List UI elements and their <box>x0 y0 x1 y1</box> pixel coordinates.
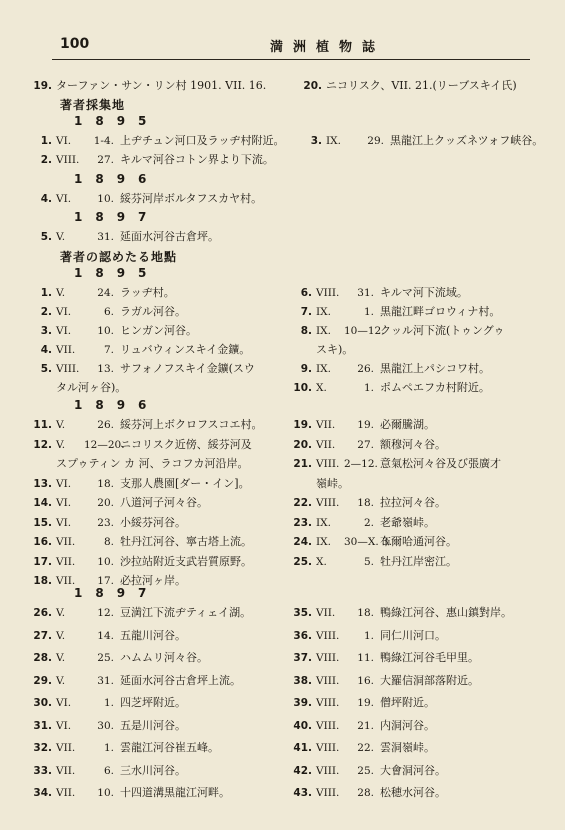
list-item <box>290 785 446 801</box>
list-item <box>30 495 208 511</box>
entry-number: 8. <box>300 325 312 337</box>
list-item <box>30 133 284 149</box>
list-item <box>30 605 251 621</box>
entry-place: 黒龍江畔ゴロウィナ村。 <box>380 305 501 318</box>
entry-day: 27. <box>357 438 374 451</box>
entry-day: 19. <box>357 419 374 431</box>
entry-month: V. <box>56 231 66 243</box>
year-heading: 1897 <box>74 586 160 600</box>
entry-place: 布爾哈通河谷。 <box>380 535 457 548</box>
entry-day: 27. <box>97 154 114 166</box>
entry-month: VII. <box>56 787 76 799</box>
entry-month: VIII. <box>316 497 340 509</box>
list-item <box>30 650 208 666</box>
entry-19-top <box>30 78 266 94</box>
entry-month: VII. <box>56 764 76 777</box>
entry-month: V. <box>56 419 66 431</box>
entry-day: 25. <box>357 764 374 777</box>
list-item <box>30 718 186 734</box>
entry-place: 支那人農園[ダー・イン]。 <box>120 476 250 490</box>
entry-day: 18. <box>357 497 374 509</box>
year-heading: 1895 <box>74 114 160 128</box>
entry-number: 11. <box>33 419 52 431</box>
entry-number: 9. <box>300 363 312 375</box>
entry-day: 19. <box>357 697 374 709</box>
entry-month: IX. <box>326 135 341 147</box>
entry-day: 6. <box>103 764 114 777</box>
entry-number: 41. <box>293 742 312 754</box>
list-item <box>30 515 186 531</box>
list-item <box>290 323 504 339</box>
entry-day: 26. <box>97 419 114 431</box>
entry-month: IX. <box>316 325 331 337</box>
entry-month: VII. <box>56 575 76 587</box>
entry-place: ポムペエフカ村附近。 <box>380 381 490 394</box>
entry-place: スプゥティン カ 河、ラコフカ河沿岸。 <box>56 457 249 470</box>
entry-day: 2—12. <box>344 458 378 470</box>
entry-day: 18. <box>357 607 374 619</box>
entry-month: IX. <box>316 536 331 548</box>
entry-month: VIII. <box>316 742 340 754</box>
entry-number: 26. <box>33 607 52 619</box>
entry-day: 1. <box>363 382 374 394</box>
entry-place: 綏芬河上ボクロフスコエ村。 <box>120 418 263 431</box>
entry-number: 4. <box>40 193 52 205</box>
list-item <box>290 495 446 511</box>
list-item <box>290 417 435 433</box>
list-item <box>290 628 446 644</box>
list-item <box>30 417 263 433</box>
list-item <box>30 785 230 801</box>
entry-day: 21. <box>357 719 374 732</box>
entry-place: 十四道溝黒龍江河畔。 <box>120 786 230 799</box>
entry-month: V. <box>56 607 66 619</box>
entry-month: VIII. <box>316 787 340 799</box>
entry-place: 意氣松河々谷及び張廣才 <box>380 457 501 470</box>
entry-number: 16. <box>33 536 52 548</box>
entry-month: VII. <box>316 438 336 451</box>
entry-20-top <box>300 78 517 94</box>
list-item <box>290 437 446 453</box>
entry-number: 3. <box>310 135 322 147</box>
entry-number: 39. <box>293 697 312 709</box>
list-item <box>290 718 435 734</box>
list-item <box>290 695 435 711</box>
list-item <box>290 763 446 779</box>
entry-place: 额穆河々谷。 <box>380 437 446 451</box>
entry-month: VIII. <box>316 719 340 732</box>
list-item <box>290 534 457 550</box>
entry-number: 7. <box>300 306 312 318</box>
entry-place: ラッヂ村。 <box>120 286 175 299</box>
entry-month: VII. <box>316 607 336 619</box>
list-item <box>30 285 175 301</box>
list-item <box>290 650 479 666</box>
entry-day: 10. <box>97 787 114 799</box>
entry-place: 同仁川河口。 <box>380 628 446 642</box>
list-item <box>290 554 457 570</box>
year-heading: 1896 <box>74 172 160 186</box>
list-item <box>290 304 500 320</box>
entry-day: 26. <box>357 363 374 375</box>
entry-number: 18. <box>33 575 52 587</box>
list-item <box>30 361 255 377</box>
list-item <box>30 628 186 644</box>
entry-place: クッル河下流(トゥングゥ <box>380 324 505 337</box>
entry-month: VI. <box>56 135 72 147</box>
entry-place: スキ)。 <box>316 343 354 356</box>
entry-month: VI. <box>56 193 72 205</box>
entry-day: 16. <box>357 674 374 687</box>
entry-month: VIII. <box>316 458 340 470</box>
entry-place: キルマ河谷コトン界より下流。 <box>120 153 274 166</box>
list-item <box>290 342 353 358</box>
entry-day: 11. <box>357 652 374 664</box>
entry-text: ニコリスク、VII. 21.(リーブスキイ氏) <box>326 79 517 92</box>
entry-month: VIII. <box>316 652 340 664</box>
entry-month: VIII. <box>316 674 340 687</box>
list-item <box>30 323 197 339</box>
entry-place: 内洞河谷。 <box>380 718 435 732</box>
entry-number: 13. <box>33 477 52 490</box>
entry-month: X. <box>316 555 327 568</box>
entry-month: VII. <box>56 742 76 754</box>
entry-month: VII. <box>56 536 76 548</box>
list-item <box>30 152 274 168</box>
entry-month: VI. <box>56 697 72 709</box>
entry-number: 24. <box>293 536 312 548</box>
entry-place: ハムムリ河々谷。 <box>120 651 208 664</box>
entry-month: VIII. <box>56 154 80 166</box>
entry-month: VI. <box>56 497 72 509</box>
entry-day: 8. <box>103 536 114 548</box>
list-item <box>30 342 250 358</box>
entry-day: 31. <box>357 287 374 299</box>
entry-month: VII. <box>56 344 76 356</box>
list-item <box>30 380 126 396</box>
entry-number: 1. <box>40 287 52 299</box>
entry-text: ターファン・サン・リン村 1901. VII. 16. <box>56 79 267 92</box>
header-rule <box>52 59 530 60</box>
entry-number: 43. <box>293 787 312 799</box>
year-heading: 1895 <box>74 266 160 280</box>
section-heading-recognized: 著者の認めたる地點 <box>60 250 178 264</box>
entry-day: 22. <box>357 742 374 754</box>
entry-number: 38. <box>293 674 312 687</box>
list-item <box>30 437 252 453</box>
entry-number: 32. <box>33 742 52 754</box>
entry-number: 35. <box>293 607 312 619</box>
page-header <box>60 36 530 56</box>
entry-month: V. <box>56 652 66 664</box>
entry-place: リュバウィンスキイ金鑛。 <box>120 343 251 356</box>
entry-day: 30—X. 3. <box>344 536 393 548</box>
entry-day: 13. <box>97 363 114 375</box>
entry-place: ニコリスク近傍、綏芬河及 <box>120 437 252 451</box>
entry-place: 三水川河谷。 <box>120 763 186 777</box>
entry-day: 14. <box>97 629 114 642</box>
entry-place: キルマ河下流域。 <box>380 286 468 299</box>
running-title: 満洲植物誌 <box>270 40 386 55</box>
year-heading: 1897 <box>74 210 160 224</box>
entry-number: 30. <box>33 697 52 709</box>
entry-number: 20. <box>293 438 312 451</box>
entry-place: タル河ヶ谷)。 <box>56 381 127 394</box>
entry-day: 1. <box>103 742 114 754</box>
entry-number: 40. <box>293 719 312 732</box>
entry-number: 5. <box>40 363 52 375</box>
list-item <box>30 476 250 492</box>
entry-place: 四芝坪附近。 <box>120 696 186 709</box>
entry-place: 嶺峠。 <box>316 476 349 490</box>
entry-day: 10. <box>97 193 114 205</box>
entry-place: 僧坪附近。 <box>380 696 435 709</box>
entry-day: 5. <box>363 555 374 568</box>
entry-month: VI. <box>56 719 72 732</box>
list-item <box>30 673 241 689</box>
entry-day: 10—12. <box>344 325 385 337</box>
page-number: 100 <box>60 36 90 52</box>
entry-day: 1-4. <box>93 135 114 147</box>
list-item <box>290 605 512 621</box>
entry-month: VI. <box>56 306 72 318</box>
entry-place: 大羅信洞部落附近。 <box>380 673 479 687</box>
entry-place: 黒龍江上パシコワ村。 <box>380 362 490 375</box>
entry-day: 17. <box>97 575 114 587</box>
entry-number: 33. <box>33 764 52 777</box>
entry-month: V. <box>56 438 66 451</box>
entry-number: 22. <box>293 497 312 509</box>
entry-month: IX. <box>316 516 331 529</box>
entry-day: 1. <box>363 629 374 642</box>
entry-number: 12. <box>33 438 52 451</box>
entry-day: 29. <box>367 135 384 147</box>
list-item <box>30 763 186 779</box>
entry-place: ラガル河谷。 <box>120 305 186 318</box>
list-item <box>290 285 468 301</box>
entry-place: 牡丹江河谷、寧古塔上流。 <box>120 535 252 548</box>
entry-month: VIII. <box>316 764 340 777</box>
entry-day: 23. <box>97 516 114 529</box>
list-item <box>30 534 252 550</box>
entry-month: V. <box>56 629 66 642</box>
entry-month: VI. <box>56 477 72 490</box>
entry-day: 30. <box>97 719 114 732</box>
entry-number: 37. <box>293 652 312 664</box>
entry-number: 42. <box>293 764 312 777</box>
entry-day: 12. <box>97 607 114 619</box>
list-item <box>30 695 186 711</box>
list-item <box>30 191 262 207</box>
entry-place: 延面水河谷古倉坪。 <box>120 230 219 243</box>
entry-month: VIII. <box>316 697 340 709</box>
entry-place: 拉拉河々谷。 <box>380 496 446 509</box>
entry-number: 4. <box>40 344 52 356</box>
entry-day: 1. <box>103 697 114 709</box>
entry-month: VII. <box>316 419 336 431</box>
list-item <box>290 673 479 689</box>
list-item <box>290 515 435 531</box>
entry-day: 24. <box>97 287 114 299</box>
entry-day: 18. <box>97 477 114 490</box>
entry-number: 17. <box>33 555 52 568</box>
entry-day: 6. <box>103 306 114 318</box>
entry-number: 1. <box>40 135 52 147</box>
entry-number: 15. <box>33 516 52 529</box>
entry-place: 沙拉站附近支武岩質原野。 <box>120 554 252 568</box>
entry-number: 27. <box>33 629 52 642</box>
entry-month: VIII. <box>56 363 80 375</box>
entry-month: IX. <box>316 306 331 318</box>
section-heading-collection: 著者採集地 <box>60 98 126 112</box>
entry-number: 21. <box>293 458 312 470</box>
entry-number: 19. <box>33 80 52 92</box>
entry-number: 31. <box>33 719 52 732</box>
entry-number: 19. <box>293 419 312 431</box>
entry-place: 五是川河谷。 <box>120 718 186 732</box>
entry-month: X. <box>316 382 327 394</box>
entry-day: 10. <box>97 555 114 568</box>
list-item <box>300 133 543 149</box>
entry-day: 12—20. <box>84 438 125 451</box>
entry-place: 必拉河ヶ岸。 <box>120 574 186 587</box>
entry-place: 鴨綠江河谷毛甲里。 <box>380 651 479 664</box>
list-item <box>290 476 349 492</box>
entry-place: 黒龍江上クッズネツォフ峡谷。 <box>390 134 544 147</box>
list-item <box>290 380 490 396</box>
entry-place: 八道河子河々谷。 <box>120 496 208 509</box>
entry-place: ヒンガン河谷。 <box>120 324 197 337</box>
entry-number: 25. <box>293 555 312 568</box>
list-item <box>290 740 435 756</box>
entry-place: 豆満江下流ヂティェイ湖。 <box>120 606 252 619</box>
entry-month: V. <box>56 674 66 687</box>
entry-day: 7. <box>103 344 114 356</box>
entry-place: 延面水河谷古倉坪上流。 <box>120 673 241 687</box>
entry-number: 3. <box>40 325 52 337</box>
entry-month: VII. <box>56 555 76 568</box>
entry-day: 31. <box>97 674 114 687</box>
entry-month: IX. <box>316 363 331 375</box>
entry-place: 五龍川河谷。 <box>120 628 186 642</box>
list-item <box>30 554 252 570</box>
entry-number: 2. <box>40 154 52 166</box>
list-item <box>30 304 186 320</box>
entry-number: 23. <box>293 516 312 529</box>
entry-day: 25. <box>97 652 114 664</box>
entry-number: 20. <box>303 80 322 92</box>
entry-place: 小綏芬河谷。 <box>120 515 186 529</box>
list-item <box>290 361 490 377</box>
entry-number: 28. <box>33 652 52 664</box>
entry-place: 松穂水河谷。 <box>380 786 446 799</box>
entry-month: VIII. <box>316 629 340 642</box>
entry-place: 老爺嶺峠。 <box>380 515 435 529</box>
list-item <box>30 456 248 472</box>
entry-number: 14. <box>33 497 52 509</box>
entry-month: VIII. <box>316 287 340 299</box>
entry-place: 雲洞嶺峠。 <box>380 741 435 754</box>
entry-place: 綏芬河岸ボルタフスカヤ村。 <box>120 192 263 205</box>
entry-place: 鴨綠江河谷、惠山鎮對岸。 <box>380 606 512 619</box>
entry-number: 10. <box>293 382 312 394</box>
entry-day: 10. <box>97 325 114 337</box>
entry-place: 上ヂチュン河口及ラッヂ村附近。 <box>120 134 285 147</box>
entry-number: 34. <box>33 787 52 799</box>
entry-number: 5. <box>40 231 52 243</box>
entry-day: 28. <box>357 787 374 799</box>
entry-day: 20. <box>97 497 114 509</box>
list-item <box>30 740 219 756</box>
entry-month: V. <box>56 287 66 299</box>
entry-number: 29. <box>33 674 52 687</box>
entry-number: 36. <box>293 629 312 642</box>
entry-place: 雲龍江河谷崔五峰。 <box>120 741 219 754</box>
entry-number: 2. <box>40 306 52 318</box>
entry-number: 6. <box>300 287 312 299</box>
entry-month: VI. <box>56 516 72 529</box>
entry-day: 2. <box>363 516 374 529</box>
entry-place: 大會洞河谷。 <box>380 763 446 777</box>
year-heading: 1896 <box>74 398 160 412</box>
entry-day: 31. <box>97 231 114 243</box>
entry-place: 牡丹江岸密江。 <box>380 554 457 568</box>
list-item <box>290 456 501 472</box>
list-item <box>30 229 219 245</box>
entry-place: 必爾騰湖。 <box>380 418 435 431</box>
entry-day: 1. <box>363 306 374 318</box>
entry-month: VI. <box>56 325 72 337</box>
entry-place: サフォノフスキイ金鑛(スウ <box>120 362 255 375</box>
